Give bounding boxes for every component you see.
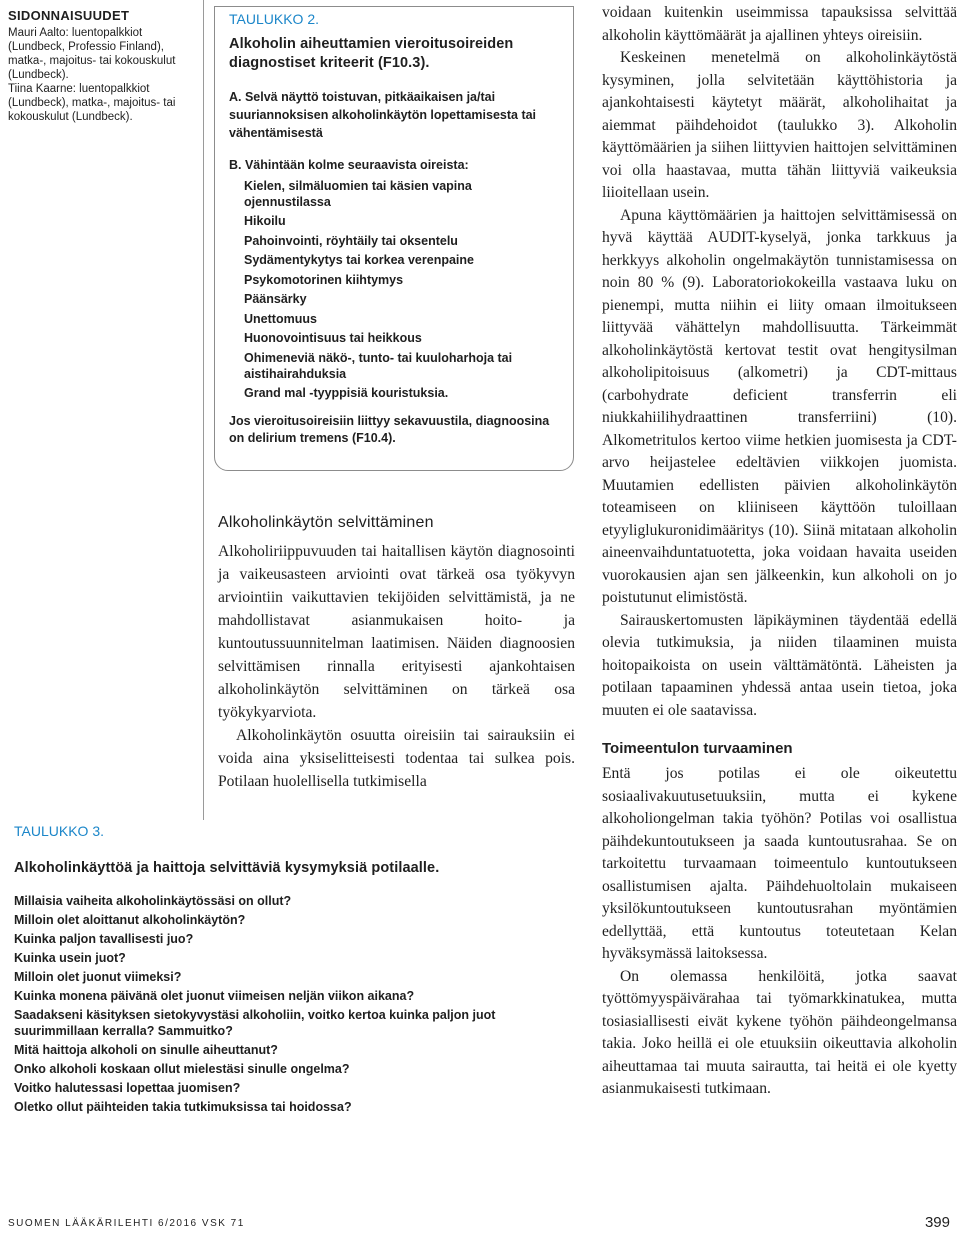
list-item: Huonovointisuus tai heikkous bbox=[244, 331, 422, 345]
list-item: Millaisia vaiheita alkoholinkäytössäsi on ollut? bbox=[14, 894, 292, 908]
article-middle-column bbox=[218, 514, 575, 793]
table-3 bbox=[14, 823, 574, 1118]
paragraph: Sairauskertomusten läpikäyminen täydentää edellä olevia tutkimuksia, ja niiden tilaaminen muista hoitopaikoista on usein välttämätöntä. Läheisten ja potilaan tapaaminen yhdessä antaa usein tietoa, joka muuten ei ole saatavissa. bbox=[602, 611, 957, 719]
list-item: Mitä haittoja alkoholi on sinulle aiheuttanut? bbox=[14, 1043, 278, 1057]
table-3-label: TAULUKKO 3. bbox=[14, 823, 104, 839]
disclosure-kaarne: Tiina Kaarne: luentopalkkiot (Lundbeck), matka-, majoitus- tai kokouskulut (Lundbeck). bbox=[8, 83, 176, 123]
list-item: Voitko halutessasi lopettaa juomisen? bbox=[14, 1081, 241, 1095]
paragraph: voidaan kuitenkin useimmissa tapauksissa selvittää alkoholin käyttömäärät ja ajallinen yhteys oireisiin. bbox=[602, 4, 957, 44]
article-right-column bbox=[602, 2, 957, 1101]
list-item: Milloin olet aloittanut alkoholinkäytön? bbox=[14, 913, 246, 927]
disclosure-aalto: Mauri Aalto: luentopalkkiot (Lundbeck, Professio Finland), matka-, majoitus- tai kokouskulut (Lundbeck). bbox=[8, 27, 176, 81]
paragraph: Alkoholinkäytön osuutta oireisiin tai sairauksiin ei voida aina yksiselitteisesti todentaa tai sulkea pois. Potilaan huolellisella tutkimisella bbox=[218, 727, 575, 790]
page-number: 399 bbox=[924, 1214, 950, 1231]
paragraph: Entä jos potilas ei ole oikeutettu sosiaalivakuutusetuuksiin, mutta ei kykene alkoholiongelman takia työhön? Potilas voi osallistua päihdekuntoutukseen ja saada kuntoutusrahaa. Se on tarkoitettu turvaamaan toimeentulo kuntoutukseen osallistumisen ajalta. Päihdehuoltolain mukaiseen yksilökuntoutukseen kuntoutusrahan myöntämien edellyttää, että kuntoutus toteutetaan Kelan hyväksymässä laitoksessa. bbox=[602, 765, 957, 962]
list-item: Kuinka usein juot? bbox=[14, 951, 126, 965]
list-item: Psykomotorinen kiihtymys bbox=[244, 272, 404, 287]
section-heading-income: Toimeentulon turvaaminen bbox=[602, 740, 793, 757]
paragraph: Apuna käyttömäärien ja haittojen selvittämisessä on hyvä käyttää AUDIT-kyselyä, jonka tarkkuus ja herkkyys alkoholin ongelmakäytön tunnistamisessa on noin 80 % (9). Laboratoriokokeilla vastaava luku on pienempi, mutta niihin ei liity omaan ilmoitukseen liittyvää vähättelyn mahdollisuutta. Tärkeimmät alkoholinkäytöstä kertovat testit ovat hengitysilman alkoholipitoisuus (alkometri) ja CDT-mittaus (carbohydrate deficient transferrin eli niukkahiilihydraattinen transferriini) (10). Alkometritulos kertoo viime hetkien juomisesta ja CDT-arvo heijastelee edeltävien viikkojen juomista. Muutamien edellisten päivien alkoholinkäytön toteamiseen on kliiniseen käyttöön tuloillaan etyyliglukuronidimääritys (10). Siinä mitataan alkoholin aineenvaihduntatuotetta, joka voidaan havaita useiden vuorokausien ajan sen jälkeenkin, kun alkoholi on jo poistutunut elimistöstä. bbox=[602, 206, 957, 606]
list-item: Hikoilu bbox=[244, 214, 286, 228]
section-heading-assessment: Alkoholinkäytön selvittäminen bbox=[218, 514, 434, 531]
table-2-box bbox=[214, 6, 574, 471]
delirium-note: Jos vieroitusoireisiin liittyy sekavuustila, diagnoosina on delirium tremens (F10.4). bbox=[229, 414, 550, 445]
table-3-title: Alkoholinkäyttöä ja haittoja selvittäviä kysymyksiä potilaalle. bbox=[14, 860, 440, 876]
list-item: Kuinka monena päivänä olet juonut viimeisen neljän viikon aikana? bbox=[14, 989, 415, 1003]
list-item: Kuinka paljon tavallisesti juo? bbox=[14, 932, 194, 946]
column-divider bbox=[203, 0, 204, 820]
disclosures-sidebar bbox=[8, 8, 198, 124]
paragraph: On olemassa henkilöitä, jotka saavat työttömyyspäivärahaa tai työmarkkinatukea, mutta tosiasiallisesti eivät kykene työhön päihdeongelmansa takia. Joko heillä ei ole etuuksiin oikeuttavia alkoholin aiheuttamaa tai muuta sairautta, tai heitä ei ole kyetty asianmukaisesti tutkimaan. bbox=[602, 967, 957, 1097]
list-item: Sydämentykytys tai korkea verenpaine bbox=[244, 253, 474, 267]
list-item: Onko alkoholi koskaan ollut mielestäsi sinulle ongelma? bbox=[14, 1062, 350, 1076]
list-item: Milloin olet juonut viimeksi? bbox=[14, 970, 182, 984]
journal-footer: SUOMEN LÄÄKÄRILEHTI 6/2016 VSK 71 bbox=[8, 1218, 245, 1229]
symptom-list bbox=[229, 178, 559, 402]
paragraph: Alkoholiriippuvuuden tai haitallisen käytön diagnosointi ja vaikeusasteen arviointi ovat tärkeä osa työkyvyn arviointiin vaikuttavien tekijöiden selvittämistä, ja ne mahdollistavat asianmukaisen hoito- ja kuntoutussuunnitelman laatimisen. Näiden diagnoosien selvittämisen rinnalla erityisesti ajankohtaisen alkoholinkäytön selvittäminen on tärkeä osa työkykyarviota. bbox=[218, 543, 575, 721]
list-item: Oletko ollut päihteiden takia tutkimuksissa tai hoidossa? bbox=[14, 1100, 352, 1114]
question-list bbox=[14, 893, 574, 1115]
criterion-b: B. Vähintään kolme seuraavista oireista: bbox=[229, 158, 469, 172]
list-item: Unettomuus bbox=[244, 311, 317, 326]
list-item: Ohimeneviä näkö-, tunto- tai kuuloharhoja tai aistihairahduksia bbox=[244, 350, 513, 381]
list-item: Grand mal -tyyppisiä kouristuksia. bbox=[244, 386, 449, 400]
list-item: Kielen, silmäluomien tai käsien vapina ojennustilassa bbox=[244, 178, 472, 209]
table-2-label: TAULUKKO 2. bbox=[229, 11, 319, 27]
paragraph: Keskeinen menetelmä on alkoholinkäytöstä kysyminen, jolla selvitetään käyttöhistoria ja ajankohtaisesti käytetyt määrät, alkoholihaitat ja aiemmat päihdehoidot (taulukko 3). Alkoholin käyttömäärien ja siihen liittyvien haittojen selvittäminen voi olla haastavaa, mutta tähän liittyviä vaikeuksia liioitellaan usein. bbox=[602, 49, 957, 201]
list-item: Saadakseni käsityksen sietokyvystäsi alkoholiin, voitko kertoa kuinka paljon juot suurimmillaan kerralla? Sammuitko? bbox=[14, 1008, 496, 1038]
criterion-a: A. Selvä näyttö toistuvan, pitkäaikaisen ja/tai suuriannoksisen alkoholinkäytön lopettamisesta tai vähentämisestä bbox=[229, 90, 537, 140]
list-item: Pahoinvointi, röyhtäily tai oksentelu bbox=[244, 233, 458, 248]
list-item: Päänsärky bbox=[244, 292, 307, 306]
disclosures-heading: SIDONNAISUUDET bbox=[8, 8, 130, 23]
table-2-title: Alkoholin aiheuttamien vieroitusoireiden diagnostiset kriteerit (F10.3). bbox=[229, 36, 514, 71]
